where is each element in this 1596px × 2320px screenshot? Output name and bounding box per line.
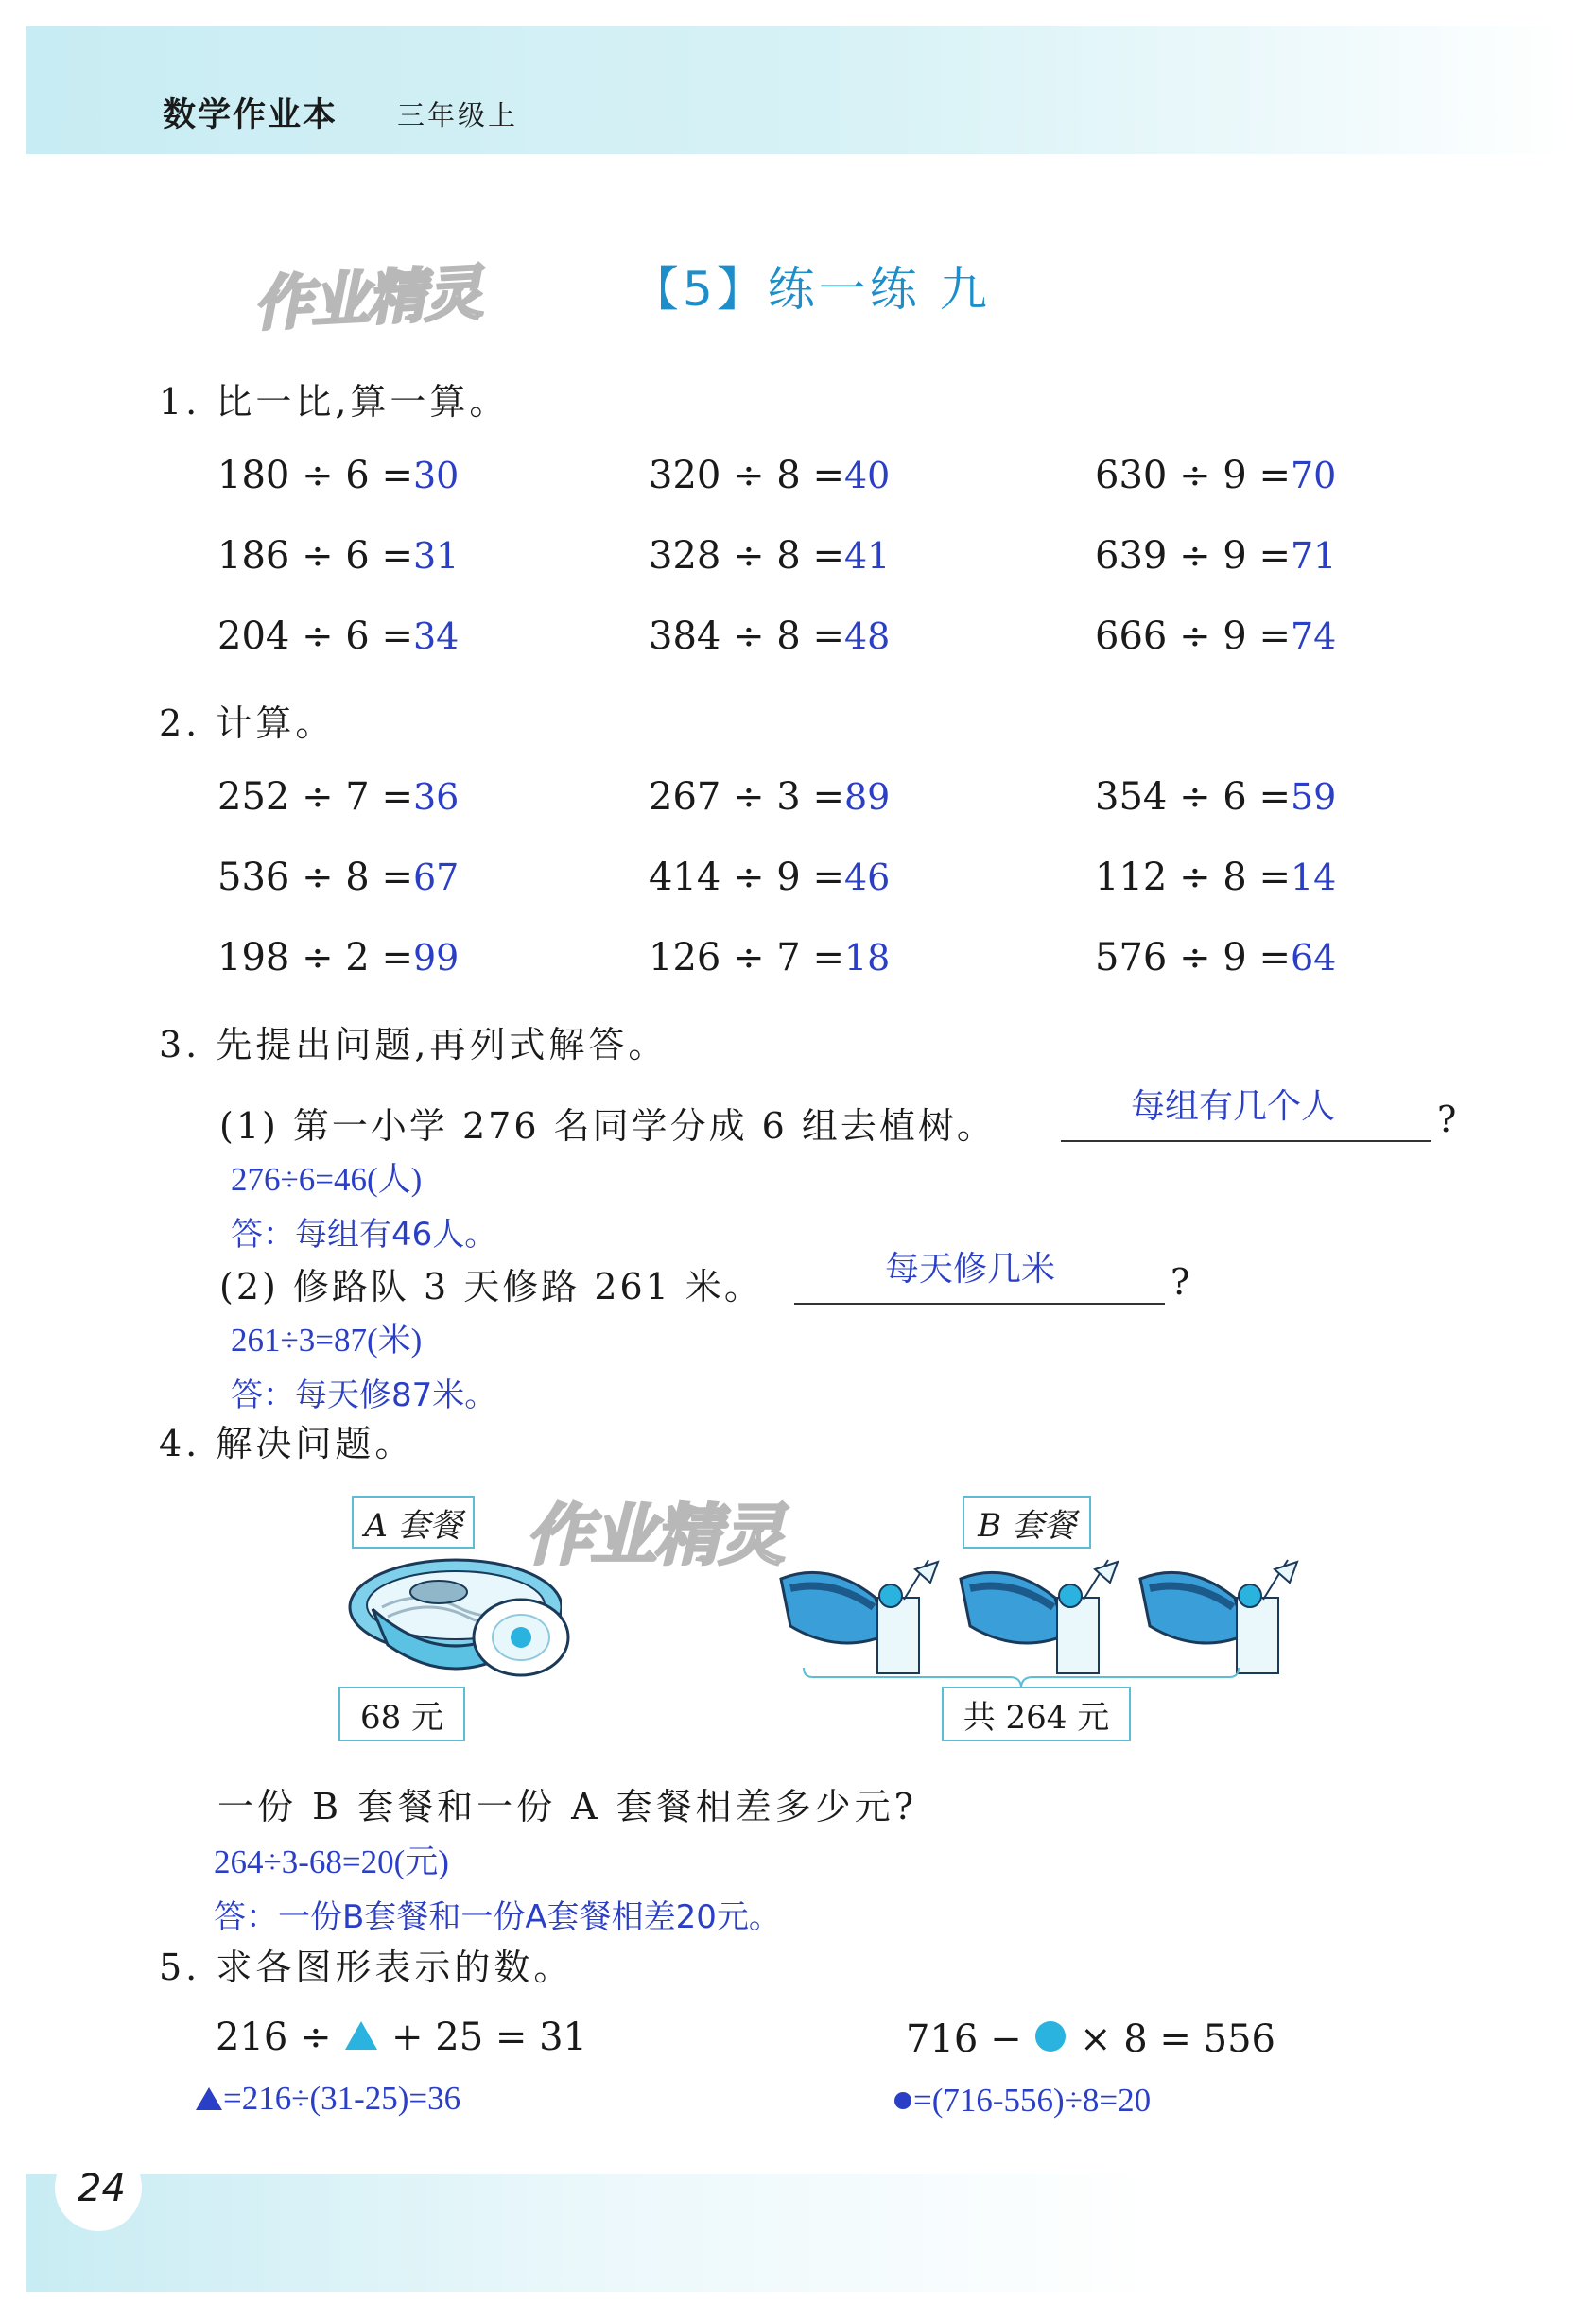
equation: 180 ÷ 6 =30 — [217, 454, 460, 497]
triangle-icon — [195, 2086, 223, 2111]
answer: 30 — [412, 455, 460, 496]
equation: 126 ÷ 7 =18 — [649, 936, 891, 979]
equation: 320 ÷ 8 =40 — [649, 454, 891, 497]
question-mark: ? — [1171, 1261, 1190, 1303]
question-mark: ? — [1437, 1099, 1457, 1140]
equation: 186 ÷ 6 =31 — [217, 534, 460, 578]
answer: 67 — [412, 857, 460, 898]
question-4-label: 4. 解决问题。 — [159, 1423, 415, 1464]
watermark-middle: 作业精灵 — [526, 1497, 783, 1574]
answer-line: 答：每组有46人。 — [231, 1216, 497, 1254]
hotdog-drink-set-illustration — [772, 1541, 1301, 1683]
equation: 666 ÷ 9 =74 — [1095, 615, 1337, 658]
equation: 267 ÷ 3 =89 — [649, 775, 891, 819]
footer-band — [26, 2174, 1161, 2292]
answer-line: 答：一份B套餐和一份A套餐相差20元。 — [214, 1898, 781, 1936]
equation: 112 ÷ 8 =14 — [1095, 856, 1337, 899]
egg-plate-illustration — [469, 1594, 573, 1679]
circle-icon — [893, 2090, 913, 2111]
set-a-price: 68 元 — [338, 1687, 465, 1741]
answer: 18 — [843, 937, 891, 978]
equation: 328 ÷ 8 =41 — [649, 534, 891, 578]
answer: 40 — [843, 455, 891, 496]
answer: 36 — [412, 776, 460, 818]
equation: 198 ÷ 2 =99 — [217, 936, 460, 979]
equation: 639 ÷ 9 =71 — [1095, 534, 1337, 578]
answer: 89 — [843, 776, 891, 818]
equation: 204 ÷ 6 =34 — [217, 615, 460, 658]
page-number: 24 — [78, 2167, 126, 2210]
question-1-label: 1. 比一比,算一算。 — [159, 381, 510, 423]
answer: 46 — [843, 857, 891, 898]
set-b-label: B 套餐 — [963, 1496, 1091, 1549]
circle-icon — [1033, 2019, 1067, 2053]
equation: 252 ÷ 7 =36 — [217, 775, 460, 819]
set-b-price: 共 264 元 — [942, 1687, 1131, 1741]
answer: 71 — [1290, 535, 1337, 577]
equation-left: 216 ÷ + 25 = 31 — [216, 2016, 587, 2059]
equation: 384 ÷ 8 =48 — [649, 615, 891, 658]
answer-line: 答：每天修87米。 — [231, 1376, 497, 1414]
work-line: 276÷6=46(人) — [231, 1161, 423, 1198]
question-3-part-2-text: (2) 修路队 3 天修路 261 米。 — [219, 1266, 763, 1307]
answer: 34 — [412, 615, 460, 657]
book-title: 数学作业本 — [163, 96, 338, 134]
grade-label: 三年级上 — [397, 99, 519, 131]
watermark-top: 作业精灵 — [252, 257, 483, 339]
equation: 576 ÷ 9 =64 — [1095, 936, 1337, 979]
section-title: 【5】练一练 九 — [632, 262, 991, 317]
answer: 14 — [1290, 857, 1337, 898]
answer: 74 — [1290, 615, 1337, 657]
work-line: 264÷3-68=20(元) — [214, 1844, 449, 1880]
triangle-icon — [343, 2019, 379, 2052]
work-line-right: =(716-556)÷8=20 — [893, 2082, 1151, 2120]
work-line-left: =216÷(31-25)=36 — [195, 2080, 460, 2118]
equation: 536 ÷ 8 =67 — [217, 856, 460, 899]
answer: 99 — [412, 937, 460, 978]
question-fill-1: 每组有几个人 — [1131, 1087, 1336, 1126]
question-3-label: 3. 先提出问题,再列式解答。 — [159, 1024, 668, 1065]
question-4-prompt: 一份 B 套餐和一份 A 套餐相差多少元? — [217, 1786, 918, 1827]
equation: 630 ÷ 9 =70 — [1095, 454, 1337, 497]
equation-right: 716 − × 8 = 556 — [906, 2017, 1275, 2061]
answer: 64 — [1290, 937, 1337, 978]
answer: 41 — [843, 535, 891, 577]
question-2-label: 2. 计算。 — [159, 702, 336, 744]
question-5-label: 5. 求各图形表示的数。 — [159, 1947, 574, 1988]
equation: 354 ÷ 6 =59 — [1095, 775, 1337, 819]
work-line: 261÷3=87(米) — [231, 1322, 423, 1359]
answer: 70 — [1290, 455, 1337, 496]
answer: 59 — [1290, 776, 1337, 818]
set-a-label: A 套餐 — [352, 1496, 475, 1549]
question-fill-2: 每天修几米 — [885, 1250, 1056, 1289]
question-3-part-1-text: (1) 第一小学 276 名同学分成 6 组去植树。 — [219, 1105, 996, 1147]
answer: 48 — [843, 615, 891, 657]
answer: 31 — [412, 535, 460, 577]
equation: 414 ÷ 9 =46 — [649, 856, 891, 899]
